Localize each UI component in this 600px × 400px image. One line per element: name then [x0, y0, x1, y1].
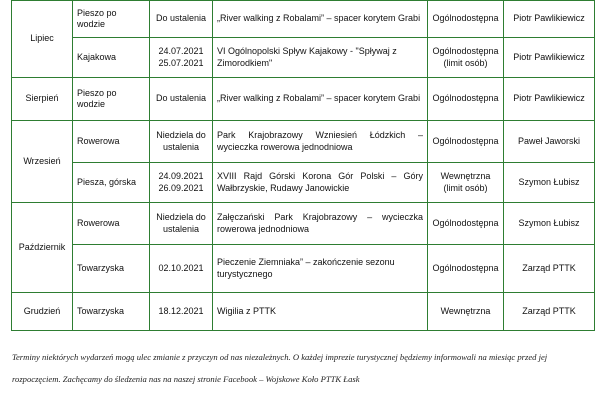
footnote [12, 346, 592, 390]
table-row [12, 293, 595, 331]
title-cell: Załęczański Park Krajobrazowy – wycieczka rowerowa jednodniowa [213, 203, 428, 245]
date-cell [150, 78, 213, 121]
access-line: Ogólnodostępna [432, 217, 499, 228]
access-line: Ogólnodostępna [432, 262, 499, 273]
date-line: Niedziela do [156, 130, 206, 141]
date-cell [150, 203, 213, 245]
date-line: 24.07.2021 [158, 46, 204, 57]
month-cell: Wrzesień [12, 121, 73, 203]
date-cell [150, 1, 213, 38]
events-table [11, 0, 595, 331]
title-cell: Park Krajobrazowy Wzniesień Łódzkich – wycieczka rowerowa jednodniowa [213, 121, 428, 163]
date-line: ustalenia [162, 141, 200, 152]
table-row [12, 203, 595, 245]
access-line: Ogólnodostępna [432, 46, 499, 57]
date-line: 26.09.2021 [158, 182, 204, 193]
title-cell: VI Ogólnopolski Spływ Kajakowy - "Spływaj z Zimorodkiem" [213, 38, 428, 78]
date-cell [150, 38, 213, 78]
footnote-line: rozpoczęciem. Zachęcamy do śledzenia nas na naszej stronie Facebook – Wojskowe Koło PTTK Łask [12, 374, 360, 384]
organizer-cell: Szymon Łubisz [504, 203, 595, 245]
access-line: Ogólnodostępna [432, 13, 499, 24]
access-cell [428, 163, 504, 203]
month-cell: Październik [12, 203, 73, 293]
date-line: 02.10.2021 [158, 262, 204, 273]
access-line: (limit osób) [443, 182, 488, 193]
organizer-cell: Paweł Jaworski [504, 121, 595, 163]
month-cell: Lipiec [12, 1, 73, 78]
organizer-cell: Zarząd PTTK [504, 293, 595, 331]
table-row [12, 121, 595, 163]
organizer-cell: Piotr Pawlikiewicz [504, 1, 595, 38]
date-line: 24.09.2021 [158, 171, 204, 182]
type-cell: Kajakowa [73, 38, 150, 78]
table-row [12, 1, 595, 38]
type-cell: Towarzyska [73, 293, 150, 331]
date-line: Niedziela do [156, 212, 206, 223]
access-cell [428, 121, 504, 163]
events-table-container [11, 0, 594, 331]
table-row [12, 163, 595, 203]
access-cell [428, 245, 504, 293]
date-line: 18.12.2021 [158, 305, 204, 316]
date-line: Do ustalenia [155, 93, 207, 104]
organizer-cell: Piotr Pawlikiewicz [504, 78, 595, 121]
organizer-cell: Zarząd PTTK [504, 245, 595, 293]
month-cell: Grudzień [12, 293, 73, 331]
date-cell [150, 121, 213, 163]
access-cell [428, 38, 504, 78]
access-line: Wewnętrzna [440, 305, 491, 316]
footnote-line: Terminy niektórych wydarzeń mogą ulec zmianie z przyczyn od nas niezależnych. O każdej imprezie turystycznej będziemy informowali na miesiąc przed jej [12, 352, 548, 362]
access-line: Ogólnodostępna [432, 93, 499, 104]
type-cell: Pieszo po wodzie [73, 1, 150, 38]
title-cell: „River walking z Robalami” – spacer korytem Grabi [213, 1, 428, 38]
title-cell: Pieczenie Ziemniaka” – zakończenie sezonu turystycznego [213, 245, 428, 293]
organizer-cell: Szymon Łubisz [504, 163, 595, 203]
type-cell: Pieszo po wodzie [73, 78, 150, 121]
table-row [12, 245, 595, 293]
title-cell: „River walking z Robalami” – spacer korytem Grabi [213, 78, 428, 121]
date-line: Do ustalenia [155, 13, 207, 24]
type-cell: Towarzyska [73, 245, 150, 293]
access-line: Ogólnodostępna [432, 135, 499, 146]
access-cell [428, 1, 504, 38]
title-cell: XVIII Rajd Górski Korona Gór Polski – Góry Wałbrzyskie, Rudawy Janowickie [213, 163, 428, 203]
month-cell: Sierpień [12, 78, 73, 121]
type-cell: Rowerowa [73, 121, 150, 163]
type-cell: Rowerowa [73, 203, 150, 245]
access-cell [428, 293, 504, 331]
date-cell [150, 163, 213, 203]
table-row [12, 38, 595, 78]
date-line: 25.07.2021 [158, 57, 204, 68]
access-cell [428, 203, 504, 245]
date-line: ustalenia [162, 223, 200, 234]
title-cell: Wigilia z PTTK [213, 293, 428, 331]
type-cell: Piesza, górska [73, 163, 150, 203]
date-cell [150, 245, 213, 293]
table-row [12, 78, 595, 121]
access-line: Wewnętrzna [440, 171, 491, 182]
organizer-cell: Piotr Pawlikiewicz [504, 38, 595, 78]
access-cell [428, 78, 504, 121]
date-cell [150, 293, 213, 331]
access-line: (limit osób) [443, 57, 488, 68]
